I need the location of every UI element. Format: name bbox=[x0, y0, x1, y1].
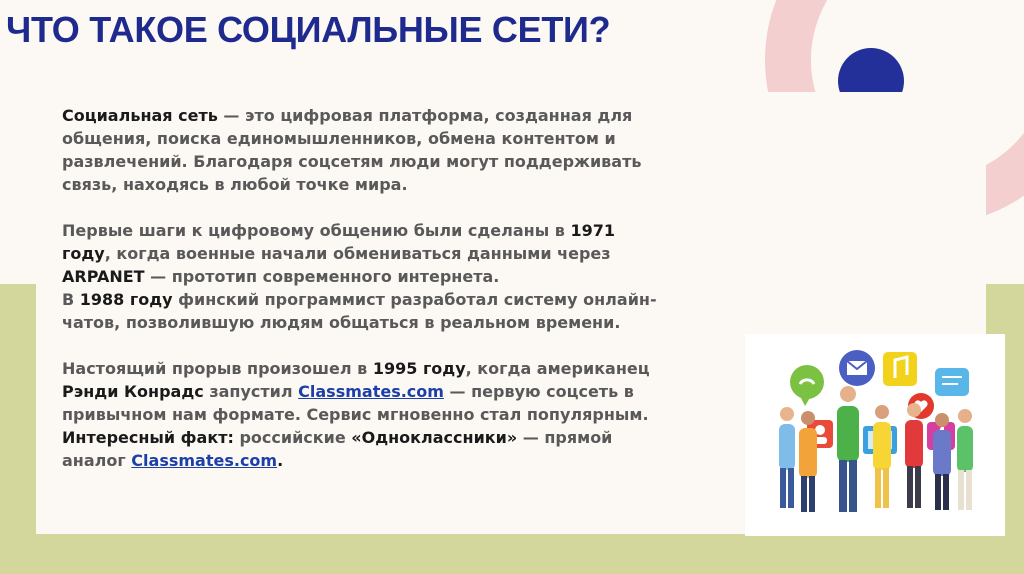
mail-icon bbox=[839, 350, 875, 386]
text-span: , когда военные начали обмениваться данными через bbox=[104, 244, 611, 263]
message-icon bbox=[935, 368, 969, 396]
slide-title: ЧТО ТАКОЕ СОЦИАЛЬНЫЕ СЕТИ? bbox=[6, 9, 611, 50]
music-note-icon bbox=[883, 352, 917, 386]
classmates-link[interactable]: Classmates.com bbox=[298, 382, 444, 401]
paragraph-line: общения, поиска единомышленников, обмена контентом и bbox=[62, 129, 616, 148]
period: . bbox=[277, 451, 284, 470]
paragraph-line bbox=[62, 380, 762, 403]
text-span: Первые шаги к цифровому общению были сделаны в bbox=[62, 221, 571, 240]
year-1995: 1995 году bbox=[372, 359, 466, 378]
text-span: — это цифровая платформа, созданная для bbox=[217, 106, 633, 125]
text-span: , когда американец bbox=[465, 359, 650, 378]
social-network-people-illustration bbox=[745, 334, 1005, 536]
text-span: — прямой bbox=[517, 428, 613, 447]
year-1971: 1971 bbox=[570, 221, 615, 240]
paragraph-line bbox=[62, 288, 762, 311]
odnoklassniki-name: «Одноклассники» bbox=[351, 428, 518, 447]
paragraph-line bbox=[62, 265, 762, 288]
person-name: Рэнди Конрадс bbox=[62, 382, 204, 401]
paragraph-line: связь, находясь в любой точке мира. bbox=[62, 175, 408, 194]
text-span: российские bbox=[233, 428, 352, 447]
text-span: В bbox=[62, 290, 80, 309]
text-span: Настоящий прорыв произошел в bbox=[62, 359, 373, 378]
paragraph-line bbox=[62, 426, 762, 449]
paragraph-line: чатов, позволившую людям общаться в реальном времени. bbox=[62, 313, 621, 332]
paragraph-line bbox=[62, 219, 762, 242]
year-word: году bbox=[62, 244, 105, 263]
paragraph-line: привычном нам формате. Сервис мгновенно стал популярным. bbox=[62, 405, 649, 424]
term-social-network: Социальная сеть bbox=[62, 106, 218, 125]
year-1988: 1988 году bbox=[79, 290, 173, 309]
paragraph-line bbox=[62, 104, 762, 127]
text-span: финский программист разработал систему онлайн- bbox=[172, 290, 657, 309]
classmates-link-2[interactable]: Classmates.com bbox=[131, 451, 278, 470]
text-span: — первую соцсеть в bbox=[443, 382, 634, 401]
paragraph-line: развлечений. Благодаря соцсетям люди могут поддерживать bbox=[62, 152, 642, 171]
paragraph-line bbox=[62, 449, 762, 472]
paragraph-line bbox=[62, 242, 762, 265]
text-span: запустил bbox=[203, 382, 299, 401]
text-span: — прототип современного интернета. bbox=[144, 267, 500, 286]
slide-body bbox=[62, 104, 762, 472]
text-span: аналог bbox=[62, 451, 132, 470]
paragraph-line bbox=[62, 357, 762, 380]
arpanet-term: ARPANET bbox=[62, 267, 145, 286]
fact-label: Интересный факт: bbox=[62, 428, 234, 447]
